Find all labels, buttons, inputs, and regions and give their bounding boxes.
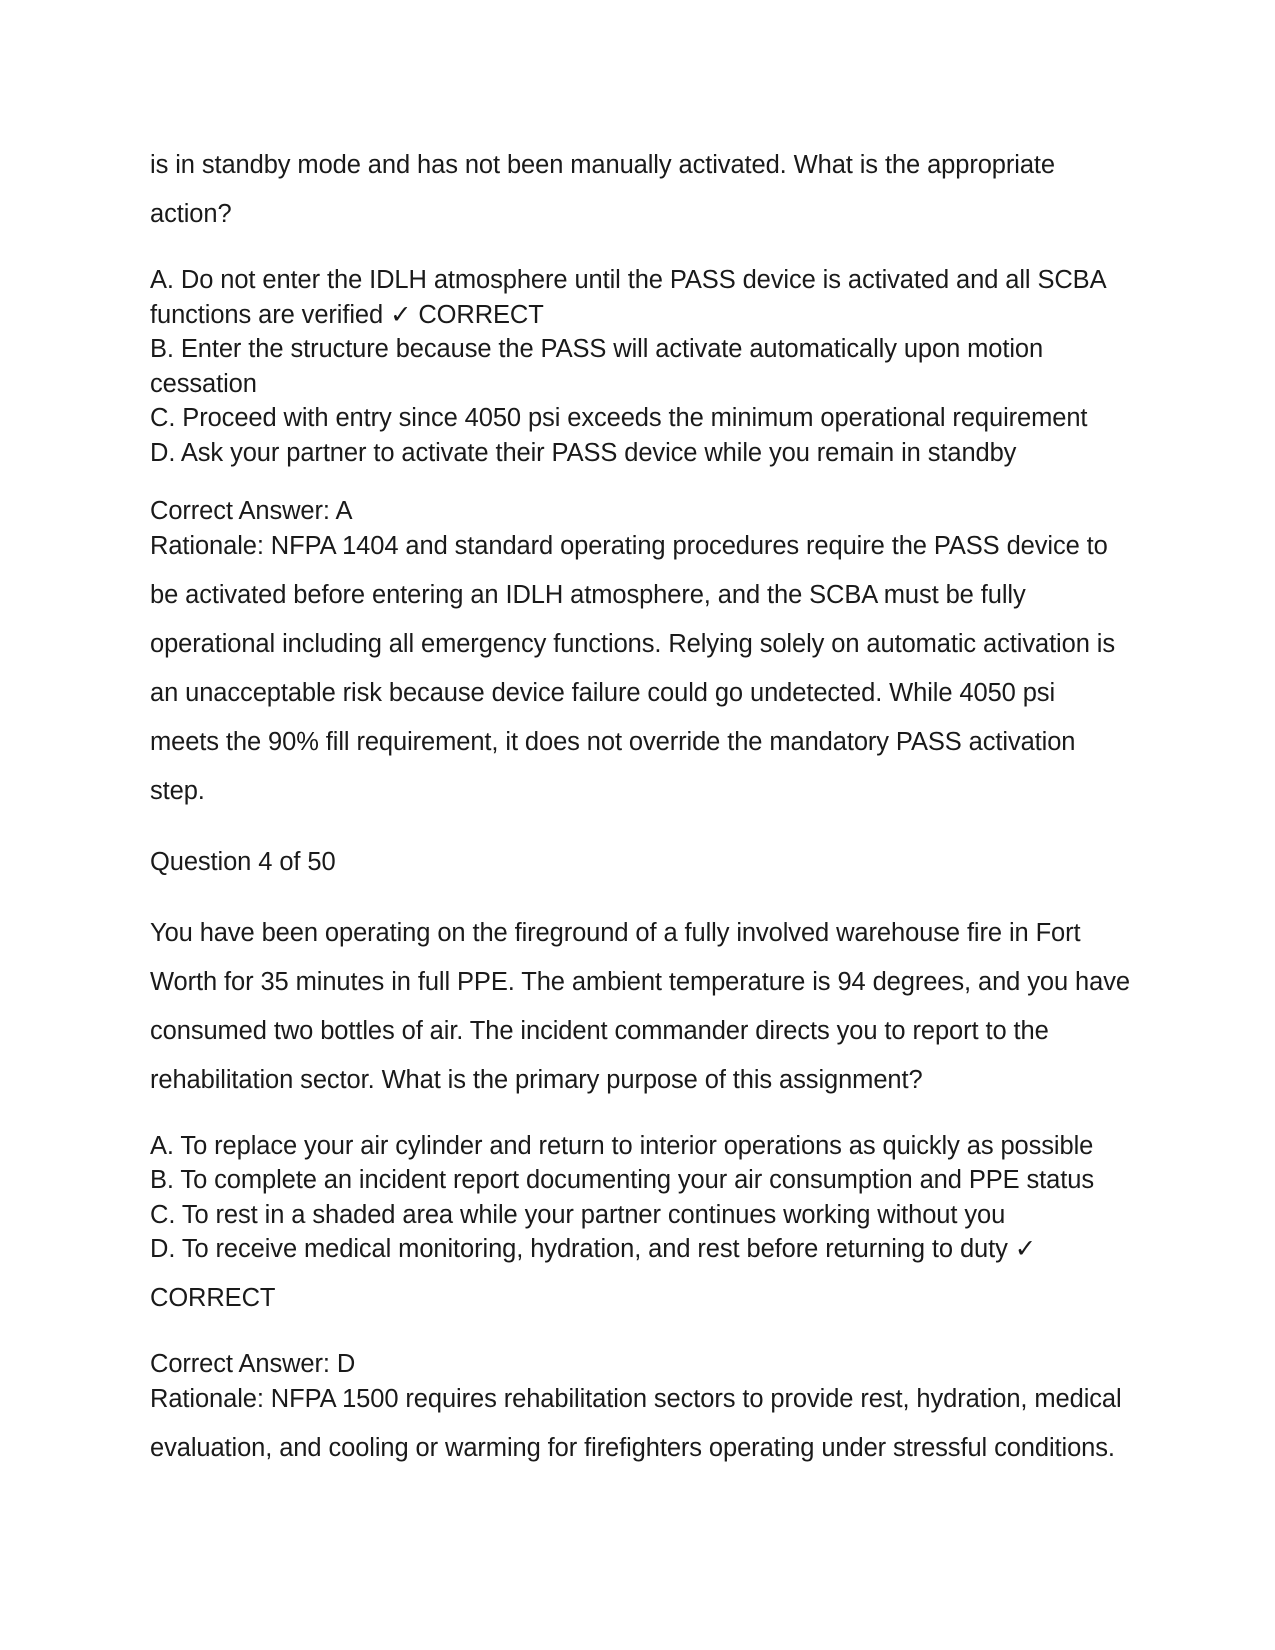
question-4-stem: You have been operating on the fireground of a fully involved warehouse fire in Fort Worth for 35 minutes in full PPE. The ambient temperature is 94 degrees, and you have consumed two bottles of air. The incident commander directs you to report to the rehabilitation sector. What is the primary purpose of this assignment? <box>150 918 1130 1094</box>
spacer <box>150 887 1130 909</box>
question-4-header: Question 4 of 50 <box>150 847 336 876</box>
question-4-options <box>150 1129 1130 1324</box>
question-3-rationale: Rationale: NFPA 1404 and standard operating procedures require the PASS device to be activated before entering an IDLH atmosphere, and the SCBA must be fully operational including all emergency functions. Relying solely on automatic activation is an unacceptable risk because device failure could go undetected. While 4050 psi meets the 90% fill requirement, it does not override the mandatory PASS activation step. <box>150 531 1115 805</box>
spacer <box>150 470 1130 494</box>
question-3-options <box>150 263 1130 470</box>
document-page <box>150 141 1130 1473</box>
question-3-option-d: D. Ask your partner to activate their PASS device while you remain in standby <box>150 438 1017 467</box>
question-3-option-c: C. Proceed with entry since 4050 psi exceeds the minimum operational requirement <box>150 404 1088 432</box>
spacer <box>150 816 1130 838</box>
question-4-option-a: A. To replace your air cylinder and return to interior operations as quickly as possible <box>150 1131 1094 1160</box>
spacer <box>150 1323 1130 1347</box>
spacer <box>150 239 1130 263</box>
question-4-option-b: B. To complete an incident report documenting your air consumption and PPE status <box>150 1166 1094 1194</box>
question-3-option-b: B. Enter the structure because the PASS will activate automatically upon motion cessation <box>150 335 1044 398</box>
question-4-correct-answer: Correct Answer: D <box>150 1350 356 1378</box>
question-3-stem-end: is in standby mode and has not been manually activated. What is the appropriate action? <box>150 151 1055 228</box>
spacer <box>150 1105 1130 1129</box>
question-3-option-a: A. Do not enter the IDLH atmosphere until the PASS device is activated and all SCBA functions are verified ✓ CORRECT <box>150 266 1106 329</box>
question-4-option-c: C. To rest in a shaded area while your partner continues working without you <box>150 1200 1006 1229</box>
question-3-correct-answer: Correct Answer: A <box>150 497 353 525</box>
question-4-rationale: Rationale: NFPA 1500 requires rehabilitation sectors to provide rest, hydration, medical evaluation, and cooling or warming for firefighters operating under stressful conditions. <box>150 1384 1122 1462</box>
question-4-option-d: D. To receive medical monitoring, hydration, and rest before returning to duty ✓ CORRECT <box>150 1235 1037 1312</box>
